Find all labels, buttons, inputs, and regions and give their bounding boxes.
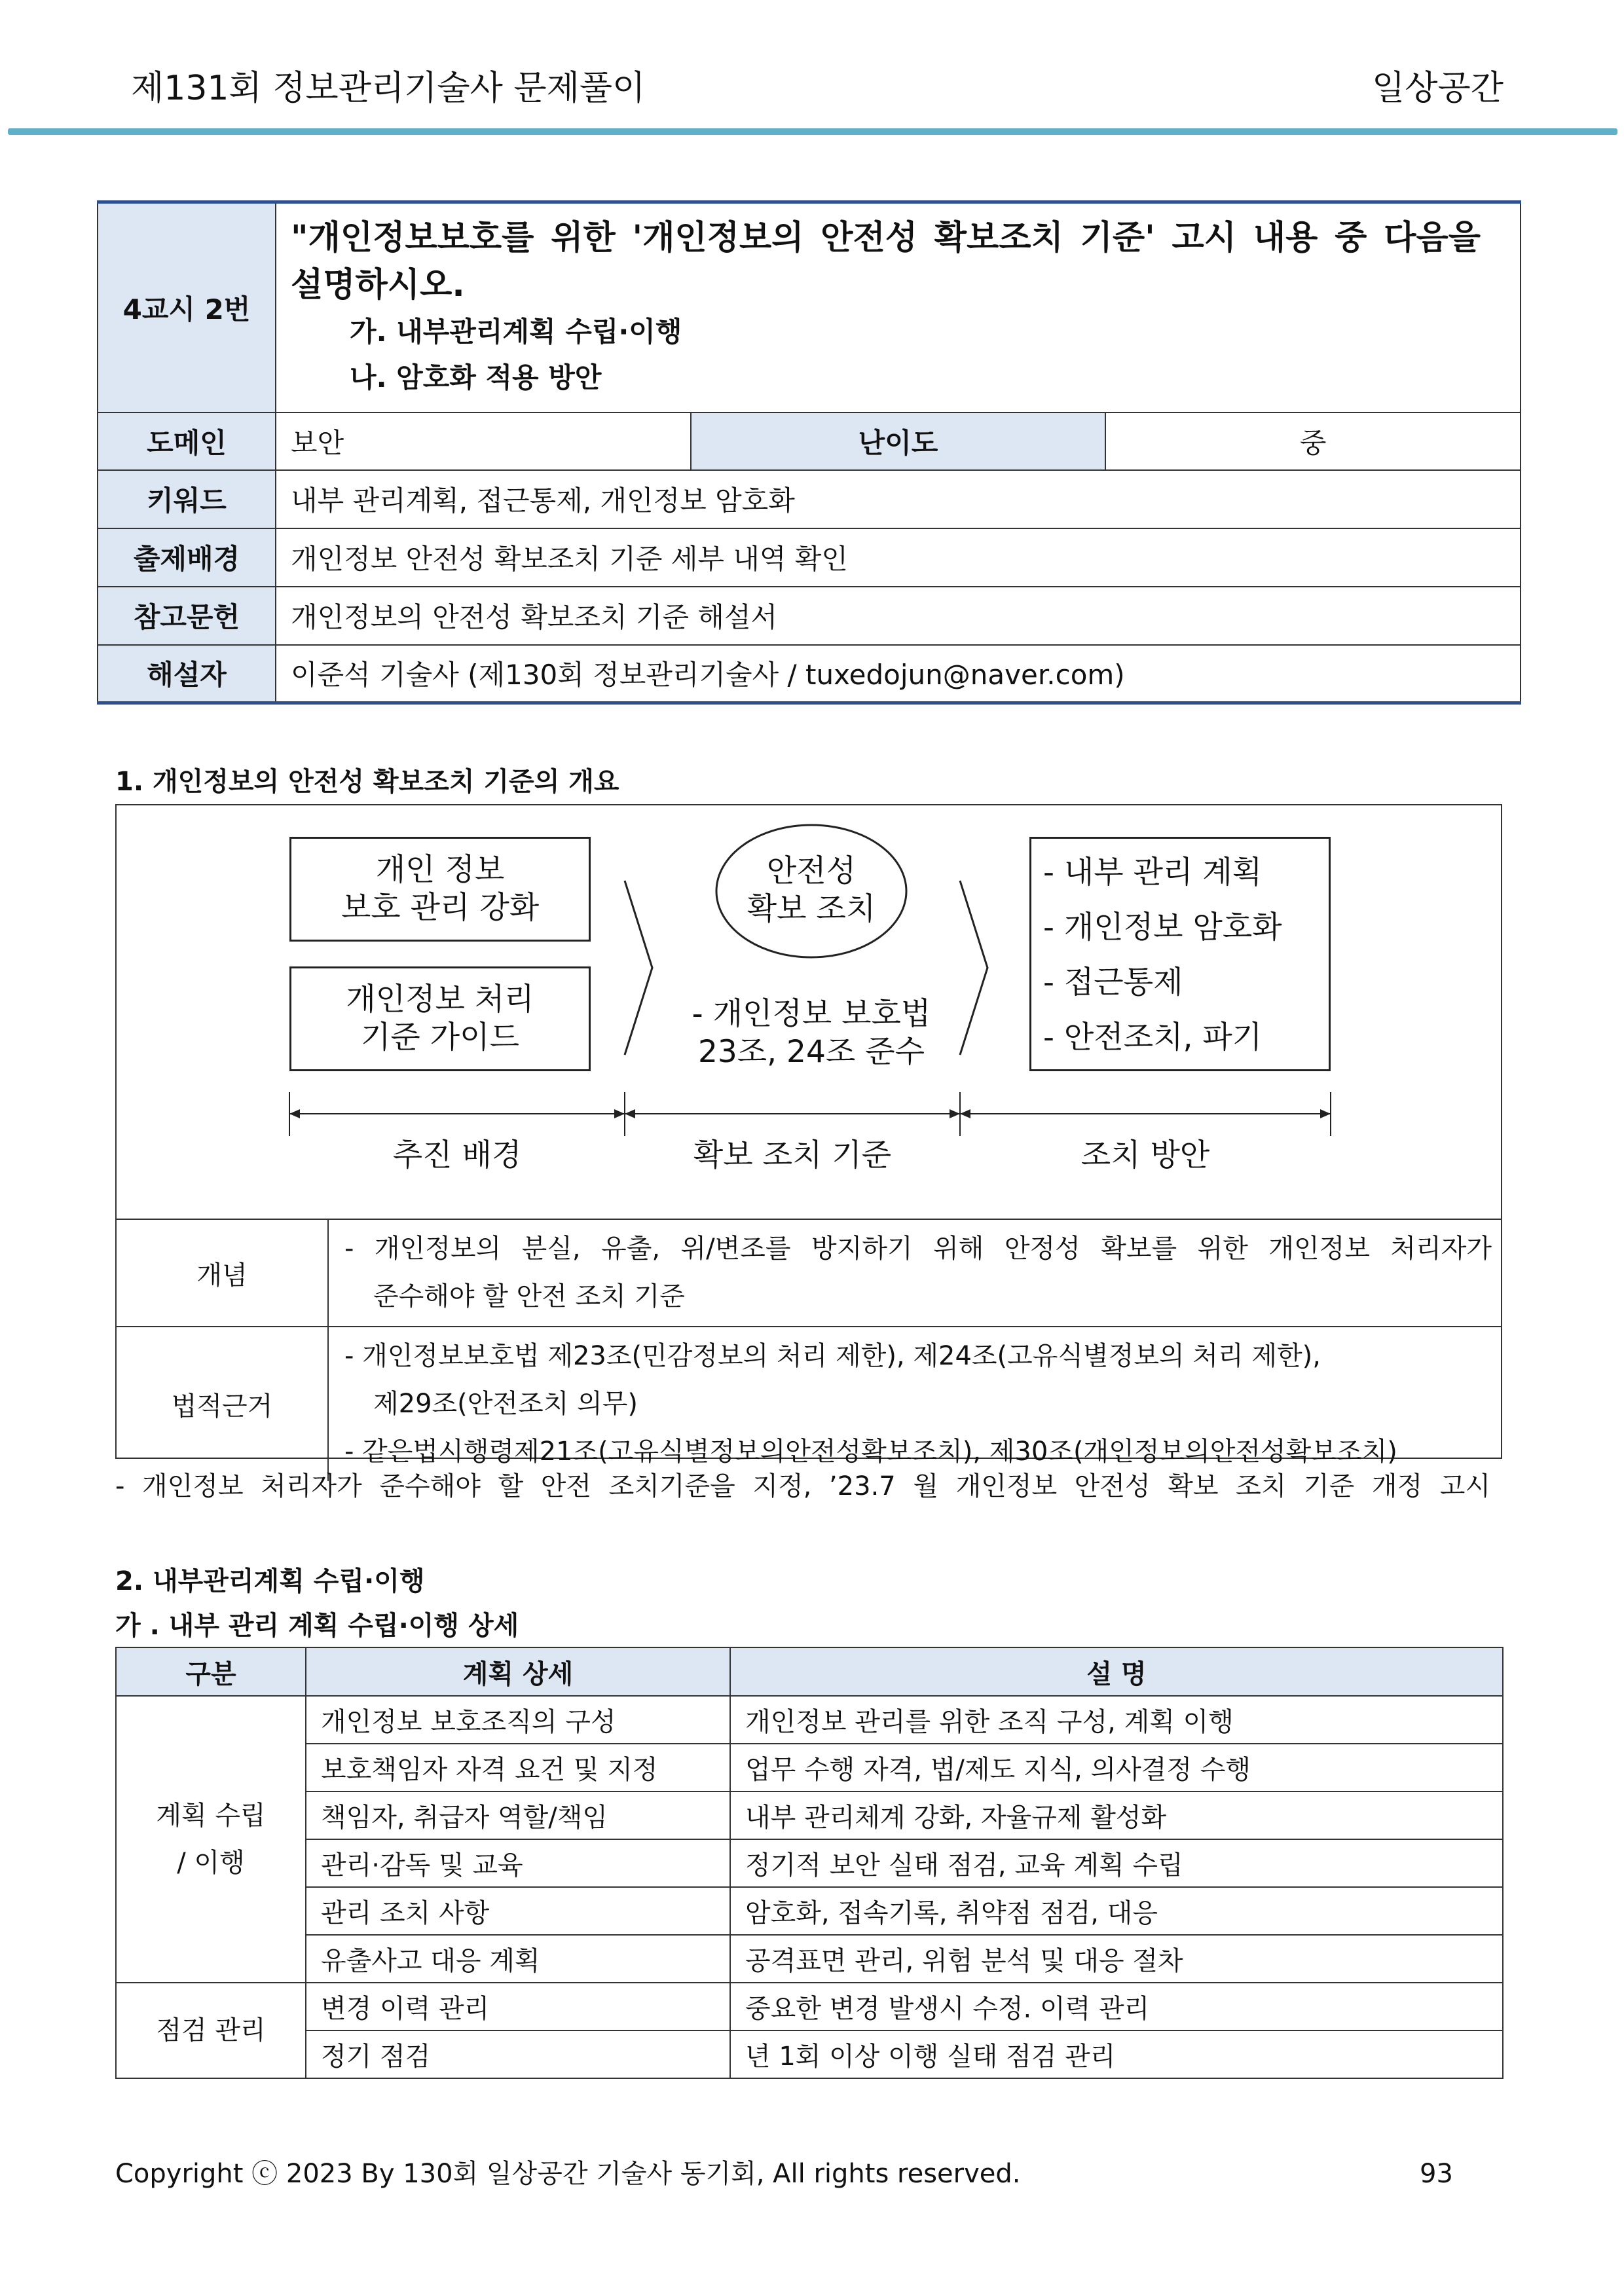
measures-item: - 내부 관리 계획 [1043, 854, 1263, 890]
footer-copyright: Copyright ⓒ 2023 By 130회 일상공간 기술사 동기회, All rights reserved. [115, 2159, 1021, 2189]
plan-description: 정기적 보안 실태 점검, 교육 계획 수립 [730, 1839, 1503, 1887]
keyword-label: 키워드 [98, 470, 276, 528]
ellipse-line-1: 안전성 [766, 853, 857, 889]
plan-description: 개인정보 관리를 위한 조직 구성, 계획 이행 [730, 1696, 1503, 1744]
table-row [116, 1839, 1503, 1887]
background-label: 출제배경 [98, 528, 276, 587]
author-label: 해설자 [98, 645, 276, 703]
axis-arrowhead-6 [1320, 1109, 1331, 1118]
law-compliance-text [664, 995, 959, 1071]
measures-item: - 개인정보 암호화 [1043, 909, 1282, 946]
flow-arrow-2 [960, 881, 987, 1055]
plan-description: 공격표면 관리, 위험 분석 및 대응 절차 [730, 1935, 1503, 1983]
plan-description: 내부 관리체계 강화, 자율규제 활성화 [730, 1791, 1503, 1839]
concept-label: 개념 [117, 1219, 328, 1327]
difficulty-value: 중 [1105, 413, 1521, 470]
author-value: 이준석 기술사 (제130회 정보관리기술사 / tuxedojun@naver.com) [276, 645, 1521, 703]
table-row [116, 1983, 1503, 2030]
plan-description: 암호화, 접속기록, 취약점 점검, 대응 [730, 1887, 1503, 1935]
domain-value: 보안 [276, 413, 691, 470]
header-divider [8, 128, 1617, 135]
concept-line-1: - 개인정보의 분실, 유출, 위/변조를 방지하기 위해 안정성 확보를 위한 개인정보 처리자가 [344, 1234, 1492, 1264]
keyword-value: 내부 관리계획, 접근통제, 개인정보 암호화 [276, 470, 1521, 528]
table-row [116, 1696, 1503, 1744]
table-row [116, 1935, 1503, 1983]
legal-basis-content [328, 1327, 1501, 1481]
axis-label-measures: 조치 방안 [1080, 1137, 1210, 1173]
background-box-1-line-2: 보호 관리 강화 [341, 890, 540, 926]
measures-list [1043, 845, 1329, 1065]
concept-line-2: 준수해야 할 안전 조치 기준 [373, 1281, 685, 1312]
page-number: 93 [1420, 2159, 1453, 2189]
plan-detail: 정기 점검 [306, 2030, 730, 2078]
page-header-title: 제131회 정보관리기술사 문제풀이 [131, 69, 646, 108]
table-row [116, 1791, 1503, 1839]
background-box-1-line-1: 개인 정보 [375, 852, 505, 888]
legal-line-3: - 같은법시행령제21조(고유식별정보의안전성확보조치), 제30조(개인정보의안전성확보조치) [344, 1437, 1397, 1467]
question-text [276, 202, 1521, 413]
question-sub-b: 나. 암호화 적용 방안 [350, 361, 602, 394]
question-line-1: "개인정보보호를 위한 '개인정보의 안전성 확보조치 기준' 고시 내용 중 다음을 [291, 218, 1481, 257]
table-row [116, 1887, 1503, 1935]
plan-detail: 변경 이력 관리 [306, 1983, 730, 2030]
ellipse-text [716, 853, 906, 928]
measures-item: - 접근통제 [1043, 964, 1183, 1001]
law-line-2: 23조, 24조 준수 [697, 1034, 925, 1070]
plan-detail: 개인정보 보호조직의 구성 [306, 1696, 730, 1744]
question-line-2: 설명하시오. [291, 265, 465, 304]
plan-detail: 관리 조치 사항 [306, 1887, 730, 1935]
axis-arrowhead-3 [625, 1109, 635, 1118]
domain-label: 도메인 [98, 413, 276, 470]
law-line-1: - 개인정보 보호법 [692, 996, 931, 1032]
axis-label-criteria: 확보 조치 기준 [693, 1137, 892, 1173]
column-header-description: 설 명 [730, 1647, 1503, 1696]
legal-line-2: 제29조(안전조치 의무) [373, 1389, 638, 1419]
legal-basis-label: 법적근거 [117, 1327, 328, 1481]
plan-detail: 책임자, 취급자 역할/책임 [306, 1791, 730, 1839]
axis-arrowhead-4 [950, 1109, 960, 1118]
plan-detail: 유출사고 대응 계획 [306, 1935, 730, 1983]
background-box-2-line-2: 기준 가이드 [361, 1019, 519, 1056]
plan-detail: 보호책임자 자격 요건 및 지정 [306, 1744, 730, 1791]
question-number: 4교시 2번 [98, 202, 276, 413]
measures-box [1029, 837, 1331, 1071]
column-header-detail: 계획 상세 [306, 1647, 730, 1696]
overview-definition-table [117, 1219, 1501, 1481]
axis-arrowhead-1 [289, 1109, 300, 1118]
plan-description: 업무 수행 자격, 법/제도 지식, 의사결정 수행 [730, 1744, 1503, 1791]
group-plan-execution-label: 계획 수립 / 이행 [156, 1801, 266, 1878]
reference-value: 개인정보의 안전성 확보조치 기준 해설서 [276, 587, 1521, 645]
axis-label-background: 추진 배경 [392, 1137, 522, 1173]
difficulty-label: 난이도 [691, 413, 1106, 470]
ellipse-line-2: 확보 조치 [747, 891, 876, 927]
column-header-category: 구분 [116, 1647, 306, 1696]
axis-arrowhead-2 [614, 1109, 625, 1118]
overview-box [115, 804, 1502, 1467]
section-1-heading: 1. 개인정보의 안전성 확보조치 기준의 개요 [115, 767, 619, 797]
plan-description: 년 1회 이상 이행 실태 점검 관리 [730, 2030, 1503, 2078]
section-1-note: - 개인정보 처리자가 준수해야 할 안전 조치기준을 지정, ’23.7 월 개인정보 안전성 확보 조치 기준 개정 고시 [115, 1471, 1490, 1501]
legal-line-1: - 개인정보보호법 제23조(민감정보의 처리 제한), 제24조(고유식별정보의 처리 제한), [344, 1341, 1321, 1371]
section-2-subheading: 가 . 내부 관리 계획 수립·이행 상세 [115, 1611, 519, 1641]
group-plan-execution [116, 1696, 306, 1983]
group-inspection: 점검 관리 [116, 1983, 306, 2078]
background-box-2-line-1: 개인정보 처리 [346, 982, 534, 1018]
axis-arrowhead-5 [960, 1109, 970, 1118]
section-2-heading: 2. 내부관리계획 수립·이행 [115, 1566, 425, 1596]
internal-plan-table [115, 1647, 1504, 2079]
background-value: 개인정보 안전성 확보조치 기준 세부 내역 확인 [276, 528, 1521, 587]
concept-content [328, 1219, 1501, 1327]
measures-item: - 안전조치, 파기 [1043, 1019, 1263, 1056]
table-row [116, 2030, 1503, 2078]
table-row [116, 1744, 1503, 1791]
reference-label: 참고문헌 [98, 587, 276, 645]
flow-arrow-1 [625, 881, 652, 1055]
plan-detail: 관리·감독 및 교육 [306, 1839, 730, 1887]
question-sub-a: 가. 내부관리계획 수립·이행 [350, 315, 682, 348]
question-info-table [97, 200, 1521, 705]
plan-description: 중요한 변경 발생시 수정. 이력 관리 [730, 1983, 1503, 2030]
page-header-brand: 일상공간 [1372, 69, 1504, 108]
